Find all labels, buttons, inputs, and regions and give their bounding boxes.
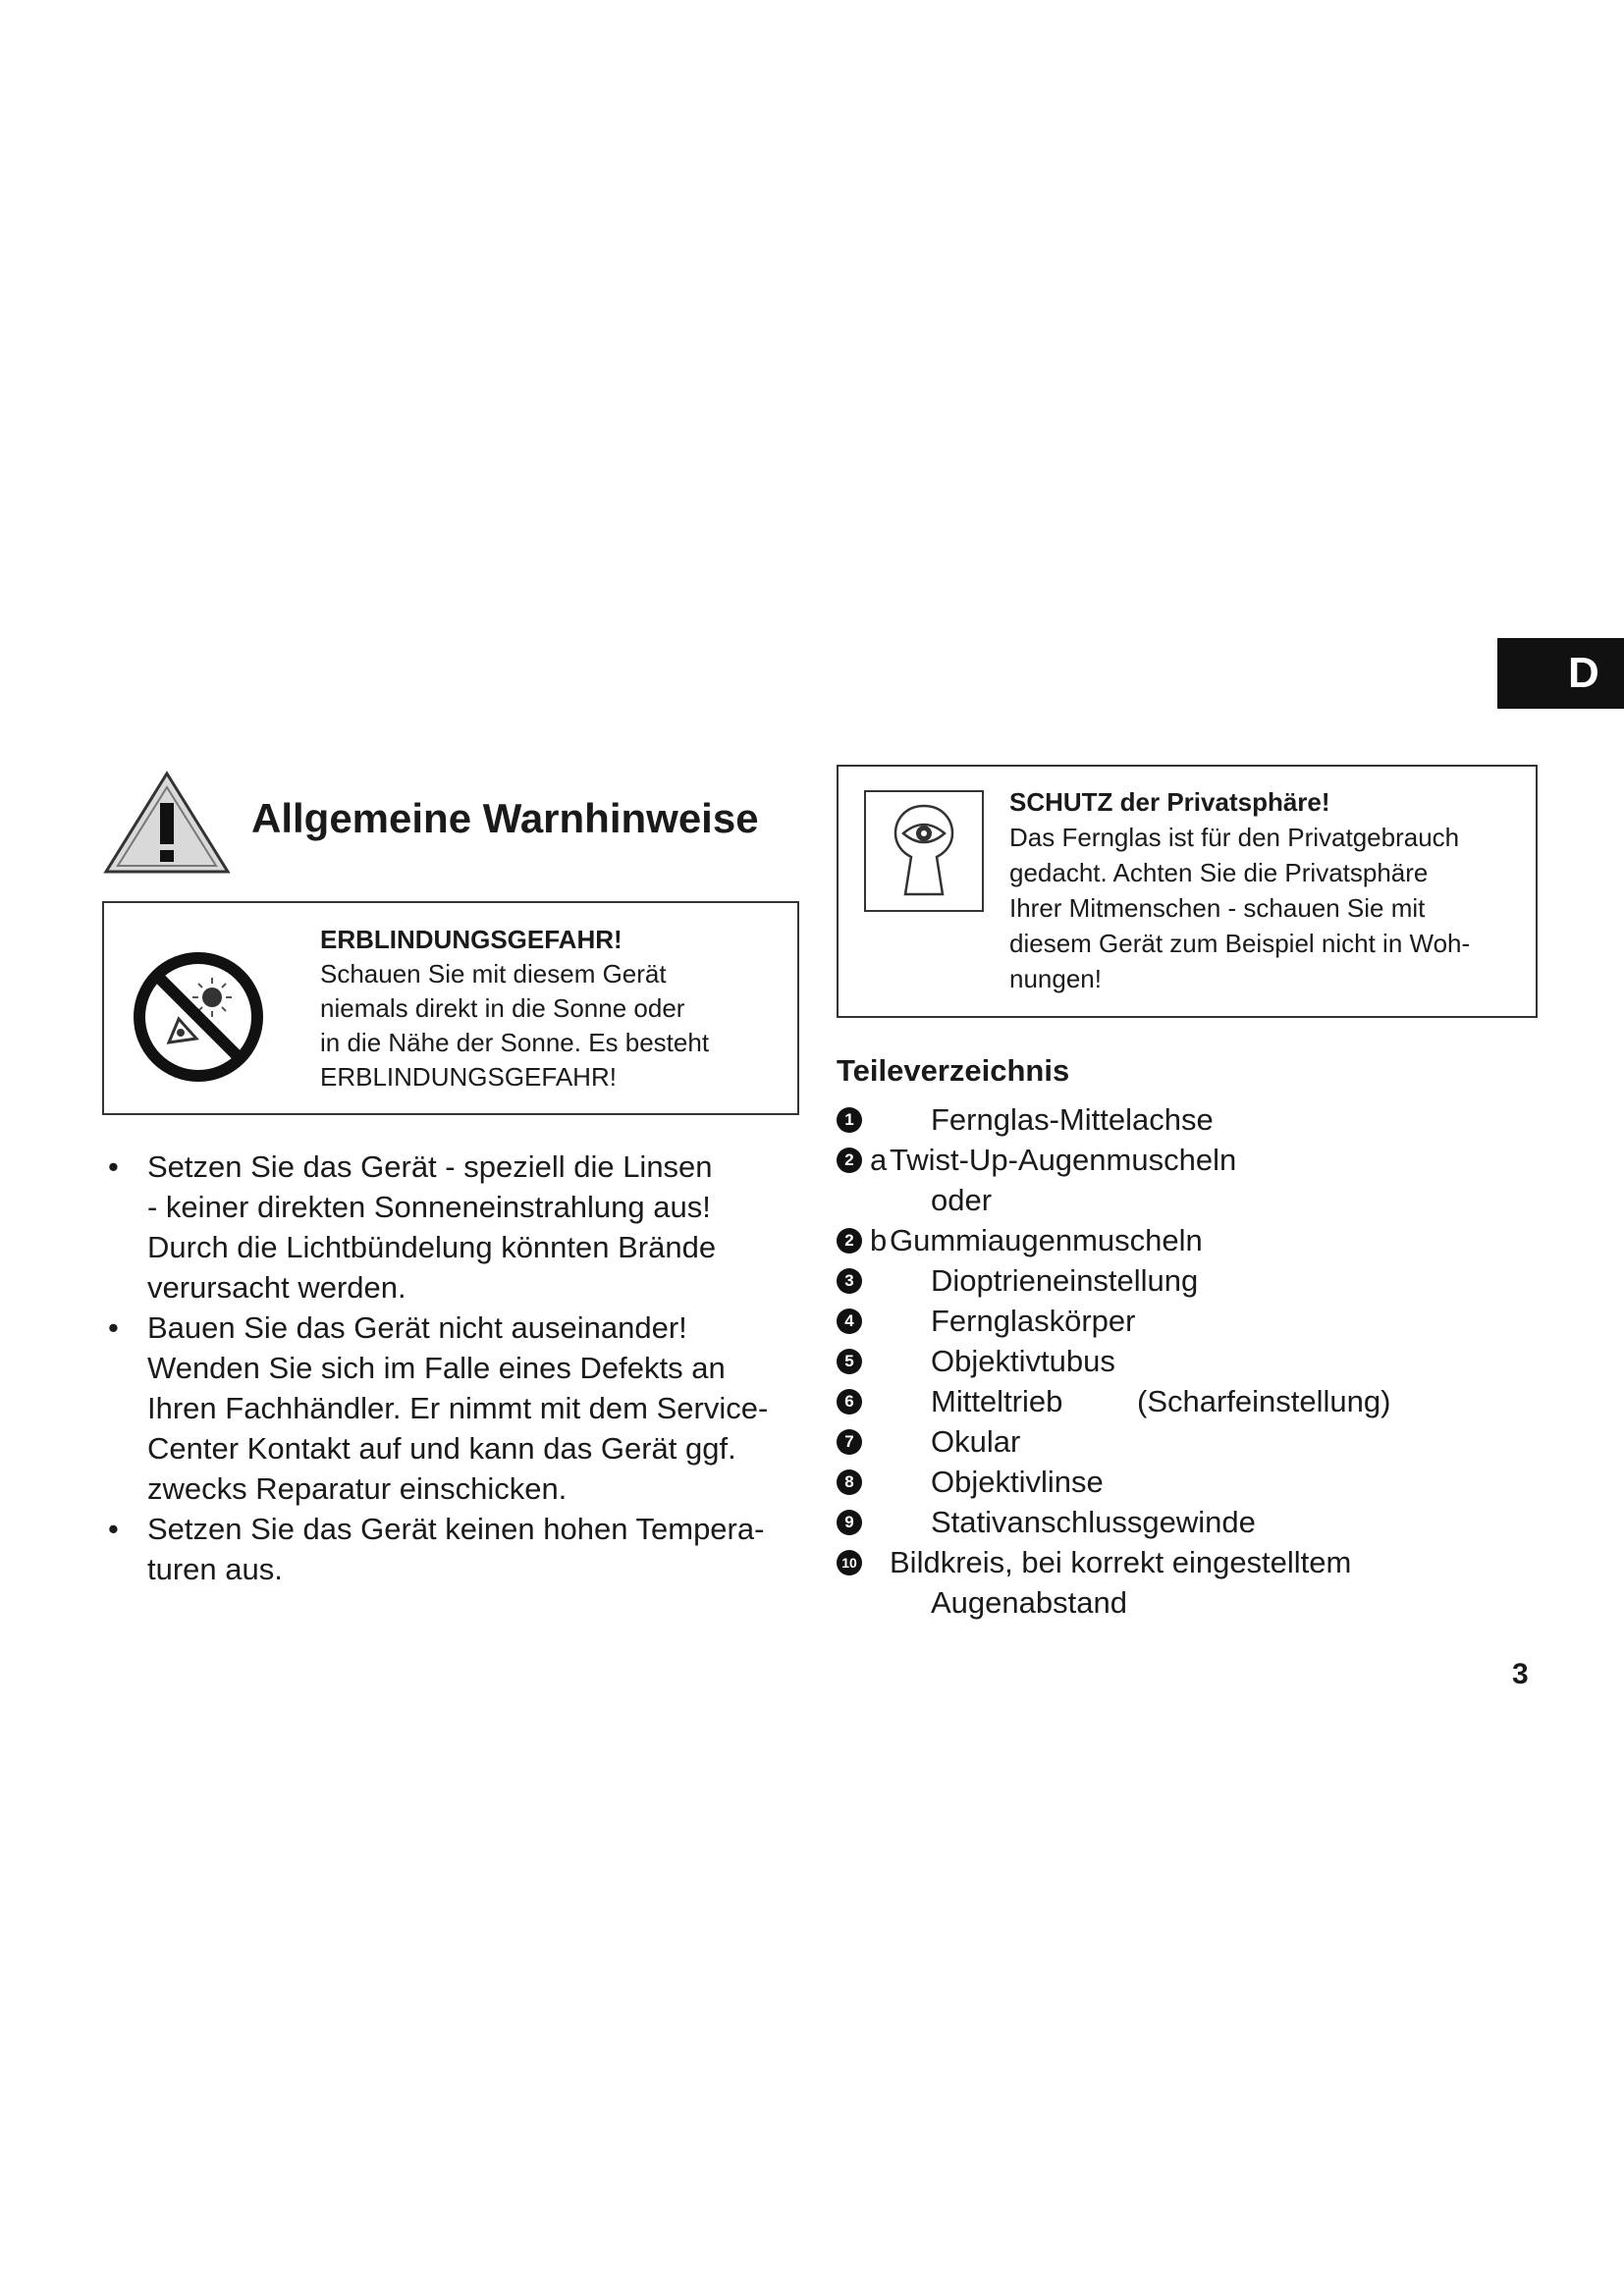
- privacy-text: [1009, 784, 1512, 996]
- part-item: [837, 1099, 1524, 1140]
- part-subletter: b: [870, 1223, 888, 1257]
- part-item: [837, 1220, 1524, 1260]
- part-number: 8: [837, 1469, 862, 1495]
- privacy-icon-frame: [864, 790, 984, 912]
- part-number: 6: [837, 1389, 862, 1415]
- no-sun-viewing-icon: [130, 948, 267, 1086]
- part-number: 9: [837, 1510, 862, 1535]
- part-label: Gummiaugenmuscheln: [890, 1223, 1203, 1257]
- part-item: [837, 1542, 1524, 1623]
- part-label: Bildkreis, bei korrekt eingestelltem: [890, 1545, 1352, 1579]
- bullet-line: Center Kontakt auf und kann das Gerät ggf.: [147, 1431, 736, 1466]
- part-label: Dioptrieneinstellung: [931, 1263, 1199, 1298]
- blinding-line: in die Nähe der Sonne. Es besteht: [320, 1028, 710, 1057]
- part-item: [837, 1140, 1524, 1220]
- bullet-dot: •: [108, 1149, 119, 1184]
- part-item: [837, 1341, 1524, 1381]
- blinding-text: [320, 923, 782, 1095]
- warning-triangle-icon: [102, 770, 232, 876]
- part-label-continued: Augenabstand: [931, 1585, 1127, 1620]
- part-label: Objektivlinse: [931, 1465, 1104, 1499]
- bullet-line: Durch die Lichtbündelung könnten Brände: [147, 1230, 717, 1264]
- bullet-line: verursacht werden.: [147, 1270, 406, 1305]
- bullet-dot: •: [108, 1310, 119, 1345]
- blinding-line: niemals direkt in die Sonne oder: [320, 993, 685, 1023]
- page-number: 3: [1512, 1658, 1529, 1690]
- privacy-line: Das Fernglas ist für den Privatgebrauch: [1009, 823, 1460, 852]
- blinding-title: ERBLINDUNGSGEFAHR!: [320, 925, 623, 954]
- privacy-line: Ihrer Mitmenschen - schauen Sie mit: [1009, 893, 1426, 923]
- part-label: Mitteltrieb: [931, 1384, 1063, 1418]
- language-tab: [1497, 638, 1624, 709]
- bullet-line: Bauen Sie das Gerät nicht auseinander!: [147, 1310, 687, 1345]
- part-label: Twist-Up-Augenmuscheln: [890, 1143, 1237, 1177]
- parts-heading: Teileverzeichnis: [837, 1053, 1070, 1088]
- part-item: [837, 1462, 1524, 1502]
- bullet-line: zwecks Reparatur einschicken.: [147, 1471, 568, 1506]
- bullet-line: Setzen Sie das Gerät - speziell die Linsen: [147, 1149, 713, 1184]
- part-label-extra: (Scharfeinstellung): [1137, 1384, 1391, 1418]
- keyhole-eye-icon: [866, 792, 982, 910]
- part-item: [837, 1301, 1524, 1341]
- part-number: 1: [837, 1107, 862, 1133]
- warnings-header: [102, 770, 809, 876]
- parts-list: [837, 1099, 1524, 1623]
- part-item: [837, 1421, 1524, 1462]
- part-label: Stativanschlussgewinde: [931, 1505, 1256, 1539]
- bullet-item: [102, 1509, 809, 1589]
- privacy-line: diesem Gerät zum Beispiel nicht in Woh-: [1009, 929, 1471, 958]
- part-item: [837, 1502, 1524, 1542]
- part-item: [837, 1381, 1524, 1421]
- part-number: 10: [837, 1550, 862, 1575]
- safety-bullet-list: [102, 1147, 809, 1589]
- bullet-line: Ihren Fachhändler. Er nimmt mit dem Service-: [147, 1391, 769, 1425]
- part-item: [837, 1260, 1524, 1301]
- part-label: Okular: [931, 1424, 1021, 1459]
- part-number: 5: [837, 1349, 862, 1374]
- blinding-line: Schauen Sie mit diesem Gerät: [320, 959, 667, 988]
- part-subletter: a: [870, 1143, 888, 1177]
- part-label: Objektivtubus: [931, 1344, 1115, 1378]
- bullet-dot: •: [108, 1512, 119, 1546]
- bullet-line: turen aus.: [147, 1552, 283, 1586]
- blinding-warning-box: [102, 901, 799, 1115]
- part-label: Fernglas-Mittelachse: [931, 1102, 1214, 1137]
- part-number: 2: [837, 1148, 862, 1173]
- privacy-box: [837, 765, 1538, 1018]
- bullet-item: [102, 1147, 809, 1308]
- warnings-title: Allgemeine Warnhinweise: [251, 795, 759, 841]
- part-number: 4: [837, 1308, 862, 1334]
- part-label: Fernglaskörper: [931, 1304, 1136, 1338]
- part-number: 2: [837, 1228, 862, 1254]
- blinding-line: ERBLINDUNGSGEFAHR!: [320, 1062, 617, 1092]
- part-number: 3: [837, 1268, 862, 1294]
- bullet-line: - keiner direkten Sonneneinstrahlung aus!: [147, 1190, 711, 1224]
- privacy-line: nungen!: [1009, 964, 1102, 993]
- bullet-line: Wenden Sie sich im Falle eines Defekts an: [147, 1351, 726, 1385]
- language-tab-letter: D: [1568, 649, 1599, 697]
- part-number: 7: [837, 1429, 862, 1455]
- privacy-title: SCHUTZ der Privatsphäre!: [1009, 787, 1330, 817]
- bullet-item: [102, 1308, 809, 1509]
- bullet-line: Setzen Sie das Gerät keinen hohen Tempera-: [147, 1512, 765, 1546]
- part-label-continued: oder: [931, 1183, 993, 1217]
- privacy-line: gedacht. Achten Sie die Privatsphäre: [1009, 858, 1429, 887]
